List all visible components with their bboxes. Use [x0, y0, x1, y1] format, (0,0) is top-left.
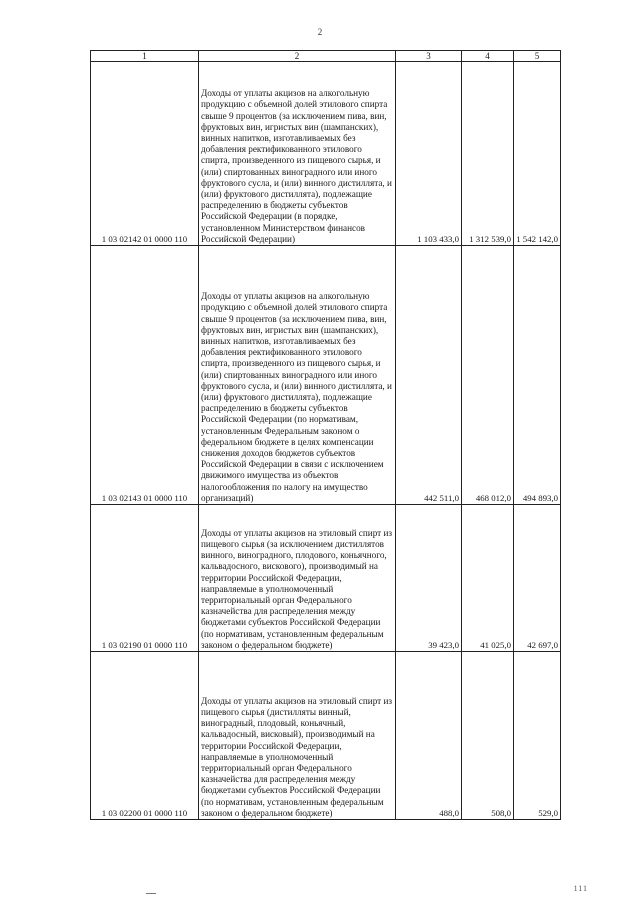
table-row: [91, 652, 561, 820]
budget-code-cell: 1 03 02143 01 0000 110: [91, 246, 199, 505]
description-cell: Доходы от уплаты акцизов на алкогольную продукцию с объемной долей этилового спирта свыше 9 процентов (за исключением пива, вин, фруктовых вин, игристых вин (шампанских), винных напитков, изготавливаемых без добавления ректификованного этилового спирта, произведенного из пищевого сырья, и (или) спиртованных виноградного или иного фруктового сусла, и (или) винного дистиллята, и (или) фруктового дистиллята), подлежащие распределению в бюджеты субъектов Российской Федерации (по нормативам, установленным Федеральным законом о федеральном бюджете в целях компенсации снижения доходов бюджетов субъектов Российской Федерации в связи с исключением движимого имущества из объектов налогообложения по налогу на имущество организаций): [199, 246, 396, 505]
amount-cell-col3: 488,0: [396, 652, 462, 820]
table-row: [91, 246, 561, 505]
column-header-4: 4: [462, 51, 514, 62]
column-header-5: 5: [514, 51, 561, 62]
budget-code-cell: 1 03 02200 01 0000 110: [91, 652, 199, 820]
amount-cell-col4: 468 012,0: [462, 246, 514, 505]
amount-cell-col3: 442 511,0: [396, 246, 462, 505]
description-cell: Доходы от уплаты акцизов на алкогольную продукцию с объемной долей этилового спирта свыше 9 процентов (за исключением пива, вин, фруктовых вин, игристых вин (шампанских), винных напитков, изготавливаемых без добавления ректификованного этилового спирта, произведенного из пищевого сырья, и (или) спиртованных виноградного или иного фруктового сусла, и (или) винного дистиллята, и (или) фруктового дистиллята), подлежащие распределению в бюджеты субъектов Российской Федерации (в порядке, установленном Министерством финансов Российской Федерации): [199, 62, 396, 246]
amount-cell-col5: 42 697,0: [514, 505, 561, 652]
amount-cell-col5: 1 542 142,0: [514, 62, 561, 246]
budget-code-cell: 1 03 02142 01 0000 110: [91, 62, 199, 246]
description-cell: Доходы от уплаты акцизов на этиловый спирт из пищевого сырья (дистилляты винный, виноградный, плодовый, коньячный, кальвадосный, висковый), производимый на территории Российской Федерации, направляемые в уполномоченный территориальный орган Федерального казначейства для распределения между бюджетами субъектов Российской Федерации (по нормативам, установленным федеральным законом о федеральном бюджете): [199, 652, 396, 820]
page-number: 2: [317, 27, 323, 37]
column-header-2: 2: [199, 51, 396, 62]
table-header-row: [91, 51, 561, 62]
table-row: [91, 505, 561, 652]
scan-mark: [146, 893, 156, 894]
description-cell: Доходы от уплаты акцизов на этиловый спирт из пищевого сырья (за исключением дистиллятов винного, виноградного, плодового, коньячного, кальвадосного, вискового), производимый на территории Российской Федерации, направляемые в уполномоченный территориальный орган Федерального казначейства для распределения между бюджетами субъектов Российской Федерации (по нормативам, установленным федеральным законом о федеральном бюджете): [199, 505, 396, 652]
table-row: [91, 62, 561, 246]
amount-cell-col5: 494 893,0: [514, 246, 561, 505]
amount-cell-col3: 39 423,0: [396, 505, 462, 652]
column-header-1: 1: [91, 51, 199, 62]
amount-cell-col4: 508,0: [462, 652, 514, 820]
column-header-3: 3: [396, 51, 462, 62]
amount-cell-col3: 1 103 433,0: [396, 62, 462, 246]
amount-cell-col5: 529,0: [514, 652, 561, 820]
amount-cell-col4: 41 025,0: [462, 505, 514, 652]
footer-page-code: 111: [573, 884, 588, 893]
budget-code-cell: 1 03 02190 01 0000 110: [91, 505, 199, 652]
revenue-table: [90, 50, 561, 820]
amount-cell-col4: 1 312 539,0: [462, 62, 514, 246]
